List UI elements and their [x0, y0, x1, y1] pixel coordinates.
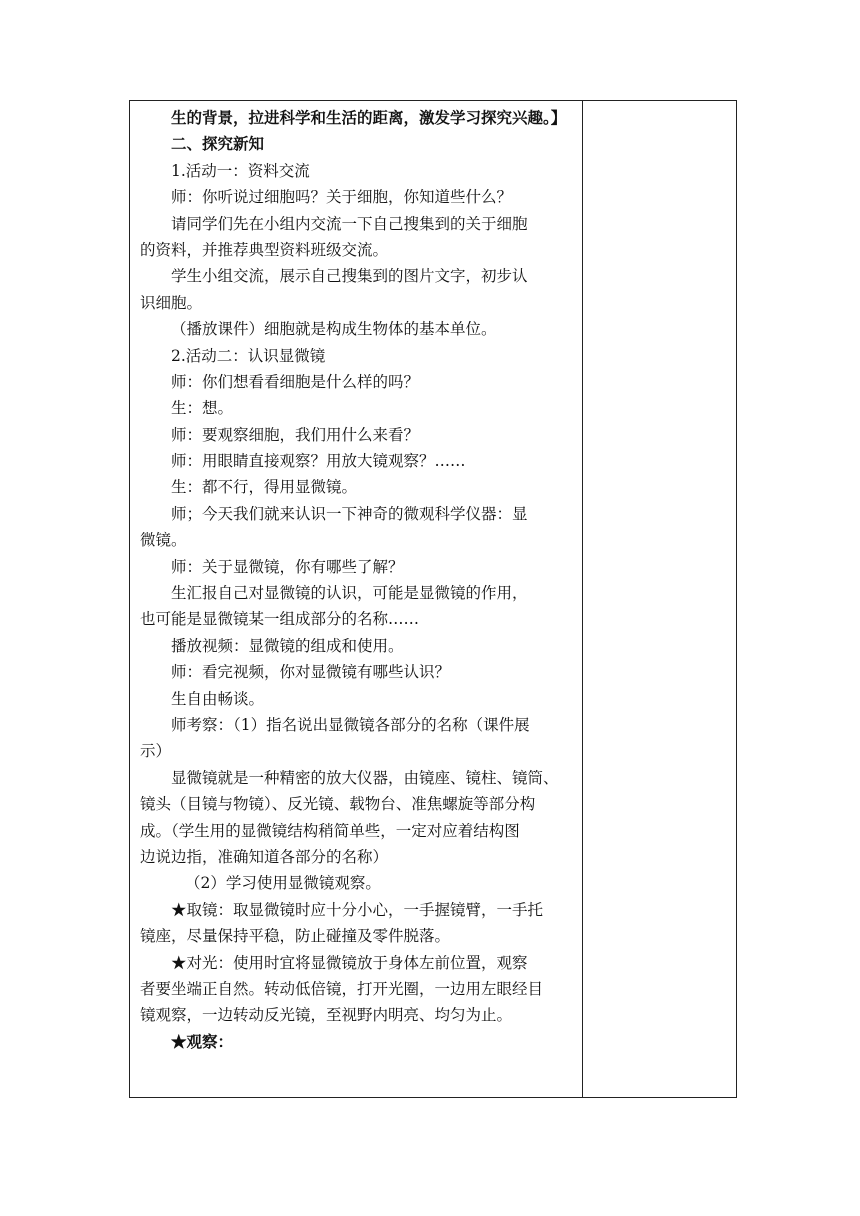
text-line: 镜观察，一边转动反光镜，至视野内明亮、均匀为止。 [140, 1006, 513, 1025]
text-line: 镜头（目镜与物镜）、反光镜、载物台、准焦螺旋等部分构 [140, 795, 536, 814]
notes-cell [588, 105, 728, 1085]
column-divider [582, 101, 583, 1097]
text-line: 者要坐端正自然。转动低倍镜，打开光圈，一边用左眼经目 [140, 979, 544, 998]
text-line: 师：看完视频，你对显微镜有哪些认识？ [171, 663, 451, 682]
text-line: 微镜。 [140, 531, 187, 550]
text-line: 的资料，并推荐典型资料班级交流。 [140, 240, 389, 259]
text-line: 生汇报自己对显微镜的认识，可能是显微镜的作用， [171, 584, 528, 603]
text-line: 师：你听说过细胞吗？关于细胞，你知道些什么？ [171, 188, 513, 207]
text-line: 生：都不行，得用显微镜。 [171, 478, 358, 497]
text-line: ★观察： [171, 1031, 234, 1051]
text-line: 学生小组交流，展示自己搜集到的图片文字，初步认 [171, 267, 528, 286]
text-line: （播放课件）细胞就是构成生物体的基本单位。 [171, 320, 497, 339]
text-line: 2.活动二：认识显微镜 [171, 346, 326, 365]
text-line: 师：你们想看看细胞是什么样的吗？ [171, 372, 420, 391]
text-line: 显微镜就是一种精密的放大仪器，由镜座、镜柱、镜筒、 [171, 768, 559, 787]
text-line: 识细胞。 [140, 293, 203, 312]
text-line: 生：想。 [171, 399, 234, 418]
lesson-table [129, 100, 737, 1098]
lesson-content-cell [140, 105, 574, 1055]
text-line: 师考察：（1）指名说出显微镜各部分的名称（课件展 [171, 715, 530, 734]
text-line: ★取镜：取显微镜时应十分小心，一手握镜臂，一手托 [171, 900, 544, 919]
text-line: ★对光：使用时宜将显微镜放于身体左前位置，观察 [171, 953, 528, 972]
text-line: 请同学们先在小组内交流一下自己搜集到的关于细胞 [171, 214, 528, 233]
text-line: 生自由畅谈。 [171, 689, 265, 708]
text-line: 师：用眼睛直接观察？用放大镜观察？…… [171, 452, 466, 471]
text-line: 也可能是显微镜某一组成部分的名称…… [140, 610, 420, 629]
text-line: （2）学习使用显微镜观察。 [185, 874, 381, 893]
text-line: 边说边指，准确知道各部分的名称） [140, 847, 389, 866]
text-line: 示） [140, 742, 172, 761]
text-line: 镜座，尽量保持平稳，防止碰撞及零件脱落。 [140, 927, 451, 946]
text-line: 成。（学生用的显微镜结构稍简单些，一定对应着结构图 [140, 821, 520, 840]
text-line: 师；今天我们就来认识一下神奇的微观科学仪器：显 [171, 504, 528, 523]
text-line: 师：关于显微镜，你有哪些了解？ [171, 557, 404, 576]
text-line: 播放视频：显微镜的组成和使用。 [171, 636, 404, 655]
text-line: 1.活动一：资料交流 [171, 161, 310, 180]
text-line: 二、探究新知 [171, 134, 265, 154]
text-line: 生的背景，拉进科学和生活的距离，激发学习探究兴趣。】 [171, 108, 567, 127]
text-line: 师：要观察细胞，我们用什么来看？ [171, 425, 420, 444]
